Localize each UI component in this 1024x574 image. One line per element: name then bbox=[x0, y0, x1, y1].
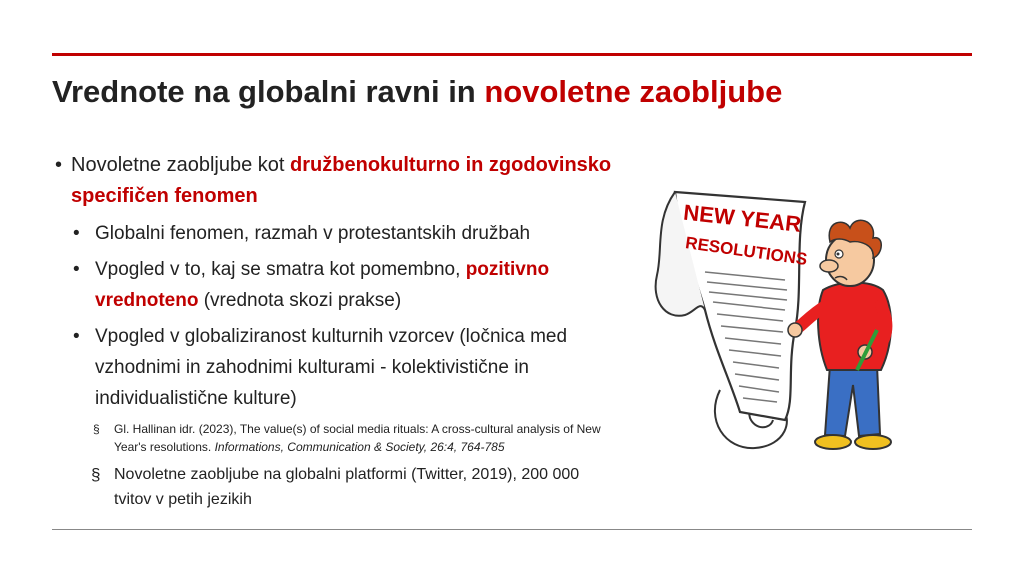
bullet-text: Globalni fenomen, razmah v protestantskih družbah bbox=[95, 223, 531, 244]
person-nose bbox=[820, 260, 838, 272]
bullet-text: Novoletne zaobljube na globalni platformi (Twitter, 2019), 200 000 tvitov v petih jezikih bbox=[114, 466, 580, 508]
bullet-dot: • bbox=[55, 154, 63, 176]
title-text: Vrednote na globalni ravni in bbox=[52, 74, 485, 109]
new-year-resolutions-illustration bbox=[645, 180, 935, 480]
paper-headline-1: NEW YEAR bbox=[682, 199, 803, 237]
person-shirt bbox=[818, 283, 891, 371]
section-mark: § bbox=[93, 422, 100, 436]
bottom-divider bbox=[52, 529, 972, 530]
reference-item bbox=[55, 420, 615, 456]
reference-text: Gl. Hallinan idr. (2023), The value(s) of social media rituals: A cross-cultural analysis of New Year's resolutions. bbox=[114, 422, 601, 454]
top-divider bbox=[52, 53, 972, 56]
bullet-text-tail: (vrednota skozi prakse) bbox=[198, 290, 402, 311]
bullet-highlight: pozitivno vrednoteno bbox=[95, 259, 550, 311]
bullet-dot: • bbox=[73, 223, 80, 244]
slide-title bbox=[52, 74, 782, 110]
bullet-highlight: družbenokulturno in zgodovinsko specifičen fenomen bbox=[71, 154, 612, 207]
bullet-item bbox=[55, 150, 615, 212]
person-shoe-right bbox=[855, 435, 891, 449]
bullet-text: Vpogled v globaliziranost kulturnih vzorcev (ločnica med vzhodnimi in zahodnimi kulturami - kolektivistične in individualistične kulture) bbox=[95, 326, 568, 409]
sub-bullet-item bbox=[55, 321, 615, 414]
person-legs bbox=[825, 365, 880, 436]
bullet-text: Novoletne zaobljube kot bbox=[71, 154, 291, 176]
third-level-item bbox=[55, 462, 615, 512]
section-mark: § bbox=[91, 465, 101, 484]
bullet-dot: • bbox=[73, 326, 80, 347]
person-hand-left bbox=[788, 323, 802, 337]
person-pupil bbox=[837, 253, 840, 256]
sub-bullet-item bbox=[55, 254, 615, 316]
title-highlight: novoletne zaobljube bbox=[484, 74, 783, 109]
reference-journal: Informations, Communication & Society, 26:4, 764-785 bbox=[214, 440, 505, 454]
sub-bullet-item bbox=[55, 218, 615, 249]
bullet-dot: • bbox=[73, 259, 80, 280]
paper-headline-2: RESOLUTIONS bbox=[684, 233, 809, 270]
bullet-text: Vpogled v to, kaj se smatra kot pomembno, bbox=[95, 259, 466, 280]
bullet-list bbox=[55, 150, 615, 512]
person-shoe-left bbox=[815, 435, 851, 449]
